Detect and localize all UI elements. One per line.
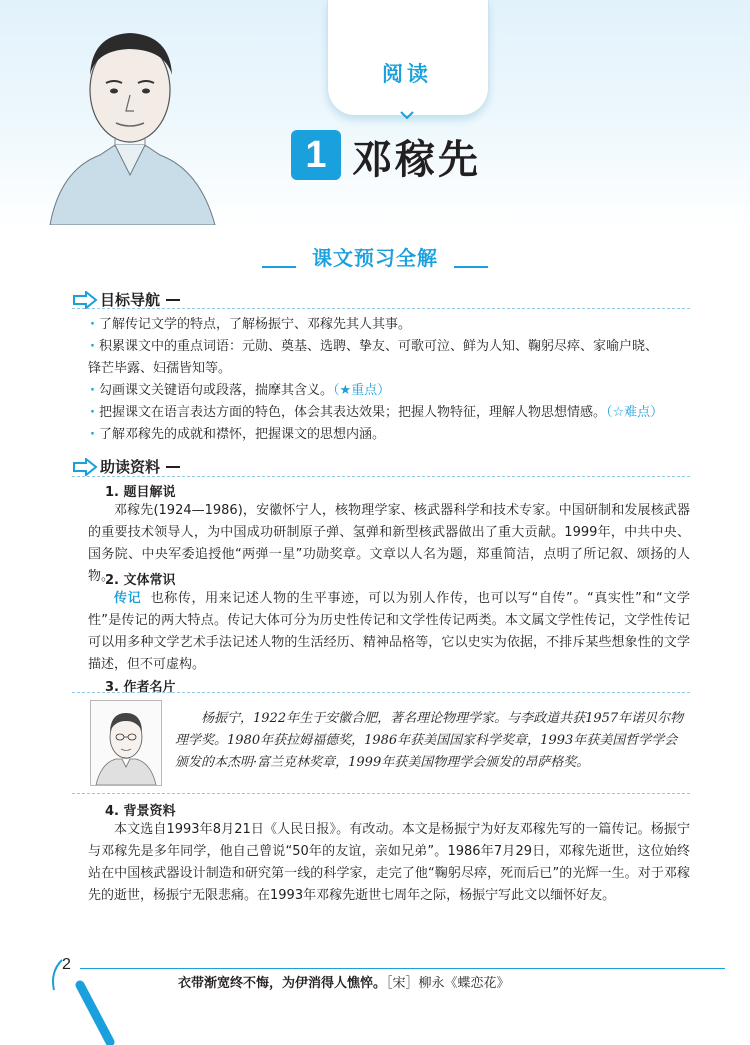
lesson-number: 1 (291, 130, 341, 180)
goal-item: · 了解传记文学的特点，了解杨振宁、邓稼先其人其事。 (90, 317, 411, 332)
genre-keyword: 传记 (114, 591, 142, 606)
goals-rule (72, 308, 690, 310)
title-explanation-paragraph: 邓稼先(1924—1986)，安徽怀宁人，核物理学家、核武器科学和技术专家。中国研制和发展核武器的重要技术领导人，为中国成功研制原子弹、氢弹和新型核武器做出了重大贡献。1999年，中共中央、国务院、中央军委追授他“两弹一星”功勋奖章。文章以人名为题，郑重简洁，点明了所记叙、颂扬的人物。 (88, 503, 690, 584)
goal-item: · 了解邓稼先的成就和襟怀，把握课文的思想内涵。 (90, 427, 385, 442)
section-banner-title: 课文预习全解 (312, 246, 438, 270)
background-paragraph: 本文选自1993年8月21日《人民日报》。有改动。本文是杨振宁为好友邓稼先写的一篇传记。杨振宁与邓稼先是多年同学，他自己曾说“50年的友谊，亲如兄弟”。1986年7月29日，邓稼先逝世，这位始终站在中国核武器设计制造和研究第一线的科学家，走完了他“鞠躬尽瘁，死而后已”的光辉一生。对于邓稼先的逝世，杨振宁无限悲痛。在1993年邓稼先逝世七周年之际，杨振宁写此文以缅怀好友。 (88, 822, 690, 903)
goal-item: · 积累课文中的重点词语：元勋、奠基、选聘、挚友、可歌可泣、鲜为人知、鞠躬尽瘁、家喻户晓、 (90, 339, 658, 354)
genre-paragraph: 传记 也称传，用来记述人物的生平事迹，可以为别人作传，也可以写“自传”。“真实性”和“文学性”是传记的两大特点。传记大体可分为历史性传记和文学性传记两类。本文属文学性传记，文学性传记可以用多种文学艺术手法记述人物的生活经历、精神品格等，它以史实为依据，不排斥某些想象性的文学描述，但不可虚构。 (88, 591, 690, 672)
footer-quote-source: ［宋］柳永《蝶恋花》 (386, 976, 510, 991)
chevron-down-icon (399, 107, 415, 123)
lesson-title: 邓稼先 (352, 137, 481, 183)
yang-zhenning-portrait (90, 700, 162, 786)
reading-aid-heading-label: 助读资料 (100, 458, 161, 476)
arrow-hand-icon (72, 291, 98, 309)
goal-item: · 把握课文在语言表达方面的特色，体会其表达效果；把握人物特征，理解人物思想情感。（☆难点） (90, 405, 664, 420)
page-number: 2 (62, 956, 71, 973)
banner-right-line (454, 266, 488, 268)
goal-item: · 勾画课文关键语句或段落，揣摩其含义。（★重点） (90, 383, 391, 398)
footer-rule (80, 968, 725, 969)
reading-aid-rule (72, 476, 690, 478)
pen-icon (40, 950, 120, 1045)
deng-jiaxian-portrait (30, 5, 230, 225)
heading-underline (166, 299, 180, 301)
goals-heading-label: 目标导航 (100, 291, 161, 309)
difficult-mark: （☆难点） (605, 405, 664, 420)
subheading-background: 4. 背景资料 (105, 804, 176, 819)
category-label: 阅读 (382, 62, 432, 86)
heading-underline (166, 466, 180, 468)
subheading-author: 3. 作者名片 (105, 680, 176, 695)
goal-item-continued: 锋芒毕露、妇孺皆知等。 (88, 361, 232, 376)
subheading-genre: 2. 文体常识 (105, 573, 176, 588)
author-card-text: 杨振宁，1922年生于安徽合肥，著名理论物理学家。与李政道共获1957年诺贝尔物理学奖。1980年获拉姆福德奖，1986年获美国国家科学奖章，1993年获美国哲学学会颁发的本杰明·富兰克林奖章，1999年获美国物理学会颁发的昂萨格奖。 (175, 711, 684, 770)
footer-quote: 衣带渐宽终不悔，为伊消得人憔悴。［宋］柳永《蝶恋花》 (178, 976, 510, 991)
subheading-title: 1. 题目解说 (105, 485, 176, 500)
arrow-hand-icon (72, 458, 98, 476)
key-mark: （★重点） (332, 383, 391, 398)
section-banner (262, 242, 488, 272)
reading-aid-heading (72, 456, 180, 478)
